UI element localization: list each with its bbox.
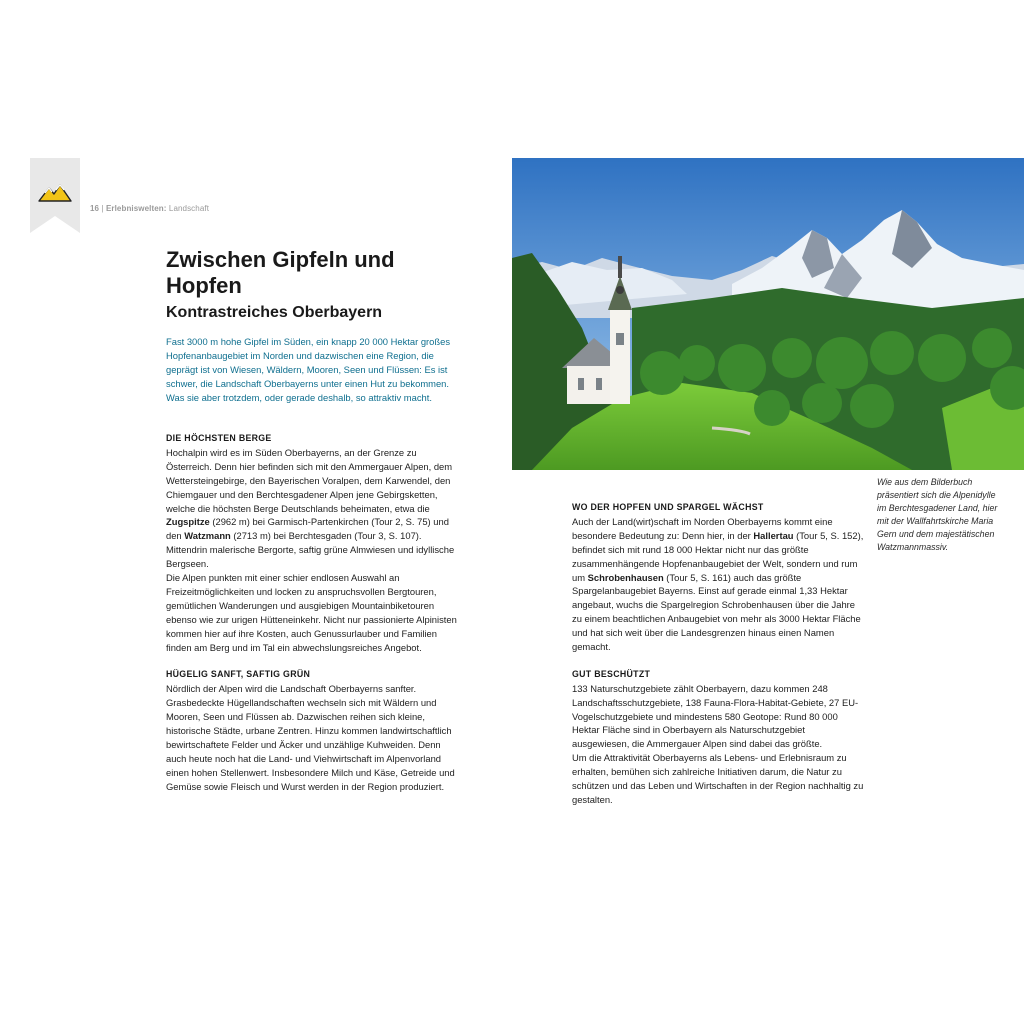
photo-caption: Wie aus dem Bilderbuch präsentiert sich die Alpenidylle im Berchtesgadener Land, hier mit der Wallfahrtskirche Maria Gern und dem majestätischen Watzmannmassiv. — [877, 477, 998, 552]
paragraph-geschuetzt-1: 133 Naturschutzgebiete zählt Oberbayern, dazu kommen 248 Landschaftsschutzgebiete, 138 Fauna-Flora-Habitat-Gebiete, 27 EU-Vogelschutzgebiete und mindestens 580 Geotope: Rund 80 000 Hektar Fläche sind in Oberbayern als Naturschutzgebiet ausgewiesen, die Ammergauer Alpen sind dabei das größte. — [572, 682, 859, 750]
running-head-section: Erlebniswelten: — [105, 204, 167, 213]
running-head: 16 | Erlebniswelten: Landschaft — [90, 204, 210, 213]
paragraph-geschuetzt-2: Um die Attraktivität Oberbayerns als Lebens- und Erlebnisraum zu erhalten, bemühen sich zahlreiche Initiativen darum, die Natur zu schützen und das Leben und Wirtschaften in der Region nachhaltig zu gestalten. — [572, 752, 864, 806]
paragraph-berge-2: Die Alpen punkten mit einer schier endlosen Auswahl an Freizeitmöglichkeiten und locken zu anspruchsvollen Bergtouren, gemütlichen Wanderungen und ausgiebigen Mountainbiketouren ebenso wie zur urigen Hütteneinkehr. Nicht nur passionierte Alpinisten kommen hier auf ihre Kosten, auch Genussurlauber und Familien finden am Berg und im Tal ein abwechslungsreiches Angebot. — [166, 572, 457, 653]
paragraph-hopfen: Auch der Land(wirt)schaft im Norden Oberbayerns kommt eine besondere Bedeutung zu: Denn hier, in der Hallertau (Tour 5, S. 152), befindet sich mit rund 18 000 Hektar nicht nur das größte zusammenhängende Hopfenanbaugebiet der Welt, sondern und rum um Schrobenhausen (Tour 5, S. 161) auch das größte Spargelanbaugebiet Bayerns. Einst auf gerade einmal 1,33 Hektar angebaut, wuchs die Spargelregion Schrobenhausen über die Jahre zu einem beachtlichen Anbaugebiet von mehr als 3000 Hektar Fläche und hat sich weit über die Landesgrenzen hinaus einen Namen gemacht. — [572, 515, 864, 653]
paragraph-berge-1: Hochalpin wird es im Süden Oberbayerns, an der Grenze zu Österreich. Denn hier befinden sich mit den Ammergauer Alpen, dem Wettersteingebirge, den Bayerischen Voralpen, dem Karwendel, den Chiemgauer und den Berchtesgadener Alpen jene Gebirgsketten, welche die höchsten Berge Deutschlands beheimaten, etwa die Zugspitze (2962 m) bei Garmisch-Partenkirchen (Tour 2, S. 75) und den Watzmann (2713 m) bei Berchtesgaden (Tour 3, S. 107). Mittendrin malerische Bergorte, saftig grüne Almwiesen und idyllische Bergseen. — [166, 446, 455, 570]
article-subtitle: Kontrastreiches Oberbayern — [166, 304, 383, 321]
keyword-watzmann: Watzmann — [184, 530, 231, 542]
right-column — [572, 501, 864, 807]
keyword-hallertau: Hallertau — [753, 529, 794, 541]
heading-huegelig: HÜGELIG SANFT, SAFTIG GRÜN — [166, 669, 311, 680]
article-lead: Fast 3000 m hohe Gipfel im Süden, ein knapp 20 000 Hektar großes Hopfenanbaugebiet im Norden und dazwischen eine Region, die geprägt ist von Wiesen, Wäldern, Mooren, Seen und Flüssen: Es ist schwer, die Landschaft Oberbayerns unter einen Hut zu bekommen. Was sie aber trotzdem, oder gerade deshalb, so attraktiv macht. — [166, 336, 451, 403]
page-number: 16 — [90, 204, 100, 213]
heading-hopfen-spargel: WO DER HOPFEN UND SPARGEL WÄCHST — [572, 502, 764, 512]
keyword-zugspitze: Zugspitze — [166, 516, 210, 528]
heading-hoechste-berge: DIE HÖCHSTEN BERGE — [166, 433, 272, 443]
left-column — [166, 432, 458, 794]
article-title: Zwischen Gipfeln und Hopfen — [166, 247, 395, 298]
heading-gut-beschuetzt: GUT BESCHÜTZT — [572, 668, 651, 679]
running-head-topic: Landschaft — [168, 204, 210, 213]
landscape-photo — [512, 158, 1024, 470]
paragraph-huegelig: Nördlich der Alpen wird die Landschaft Oberbayerns sanfter. Grasbedeckte Hügellandschaften wechseln sich mit Wäldern und Mooren, Seen und Flüssen ab. Dazwischen reihen sich kleine, historische Städte, urbane Zentren. Hinzu kommen landwirtschaftlich bewirtschaftete Felder und Äcker und unzählige Kuhweiden. Denn auch heute noch hat die Land- und Viehwirtschaft im Alpenvorland einen hohen Stellenwert. Insbesondere Milch und Käse, Getreide und Gemüse sowie Fleisch und Wurst werden in der Region produziert. — [166, 683, 455, 792]
keyword-schrobenhausen: Schrobenhausen — [587, 571, 664, 583]
section-ribbon — [30, 158, 80, 233]
